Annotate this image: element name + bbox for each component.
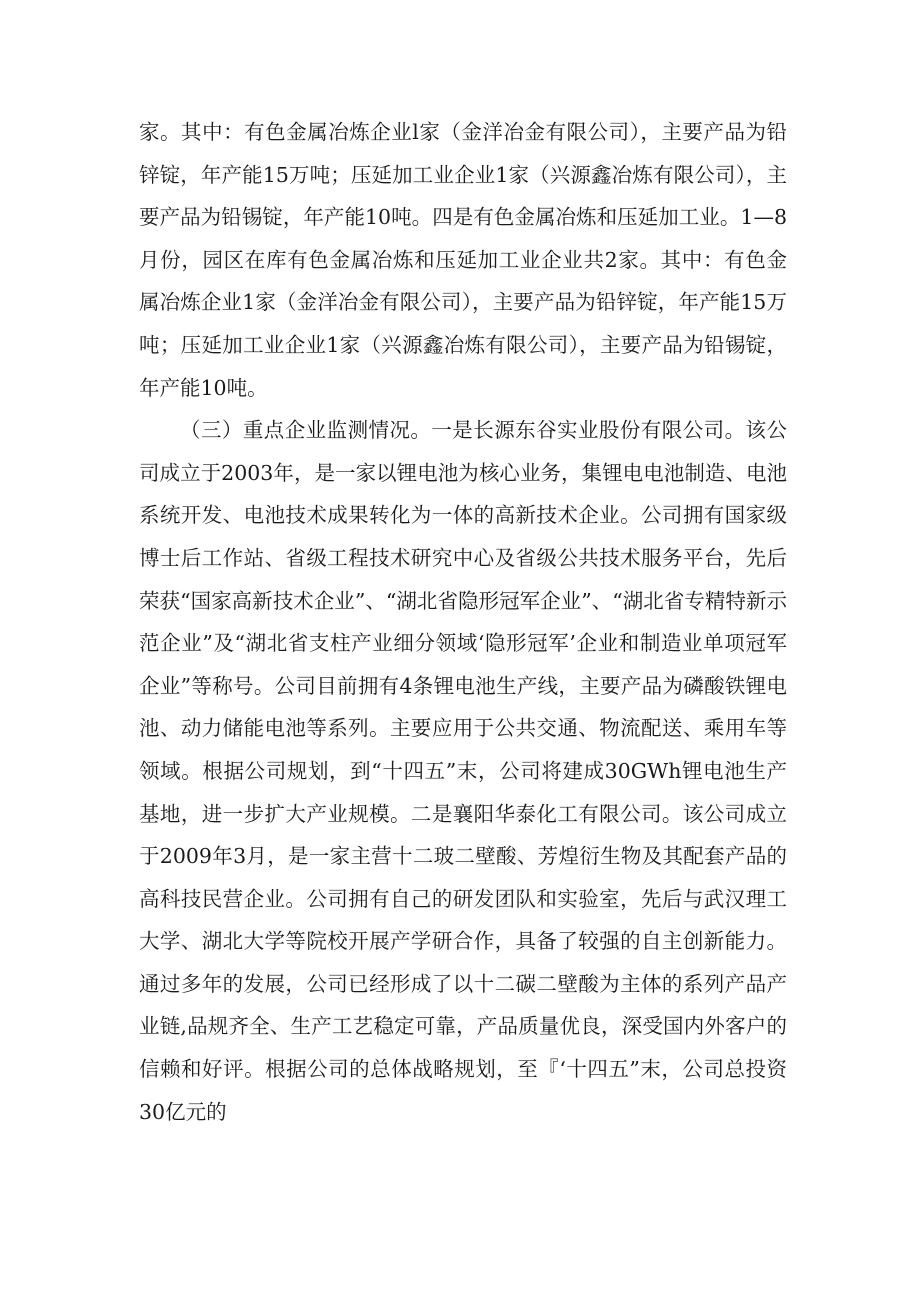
body-text (139, 111, 787, 1133)
paragraph-continuation: 家。其中：有色金属冶炼企业l家（金洋冶金有限公司），主要产品为铅锌锭，年产能15万吨；压延加工业企业1家（兴源鑫冶炼有限公司），主要产品为铅锡锭，年产能10吨。四是有色金属冶炼和压延加工业。1—8月份，园区在库有色金属冶炼和压延加工业企业共2家。其中：有色金属冶炼企业1家（金洋冶金有限公司），主要产品为铅锌锭，年产能15万吨；压延加工业企业1家（兴源鑫冶炼有限公司），主要产品为铅锡锭，年产能10吨。 (139, 120, 787, 400)
paragraph-key-enterprise-monitoring: （三）重点企业监测情况。一是长源东谷实业股份有限公司。该公司成立于2003年，是一家以锂电池为核心业务，集锂电电池制造、电池系统开发、电池技术成果转化为一体的高新技术企业。公司拥有国家级博士后工作站、省级工程技术研究中心及省级公共技术服务平台，先后荣获“国家高新技术企业”、“湖北省隐形冠军企业”、“湖北省专精特新示范企业”及“湖北省支柱产业细分领域‘隐形冠军’企业和制造业单项冠军企业”等称号。公司目前拥有4条锂电池生产线，主要产品为磷酸铁锂电池、动力储能电池等系列。主要应用于公共交通、物流配送、乘用车等领域。根据公司规划，到“十四五”末，公司将建成30GWh锂电池生产基地，进一步扩大产业规模。二是襄阳华泰化工有限公司。该公司成立于2009年3月，是一家主营十二玻二壁酸、芳煌衍生物及其配套产品的高科技民营企业。公司拥有自己的研发团队和实验室，先后与武汉理工大学、湖北大学等院校开展产学研合作，具备了较强的自主创新能力。通过多年的发展，公司已经形成了以十二碳二壁酸为主体的系列产品产业链,品规齐全、生产工艺稳定可靠，产品质量优良，深受国内外客户的信赖和好评。根据公司的总体战略规划，至『‘十四五”末，公司总投资30亿元的 (139, 418, 787, 1124)
